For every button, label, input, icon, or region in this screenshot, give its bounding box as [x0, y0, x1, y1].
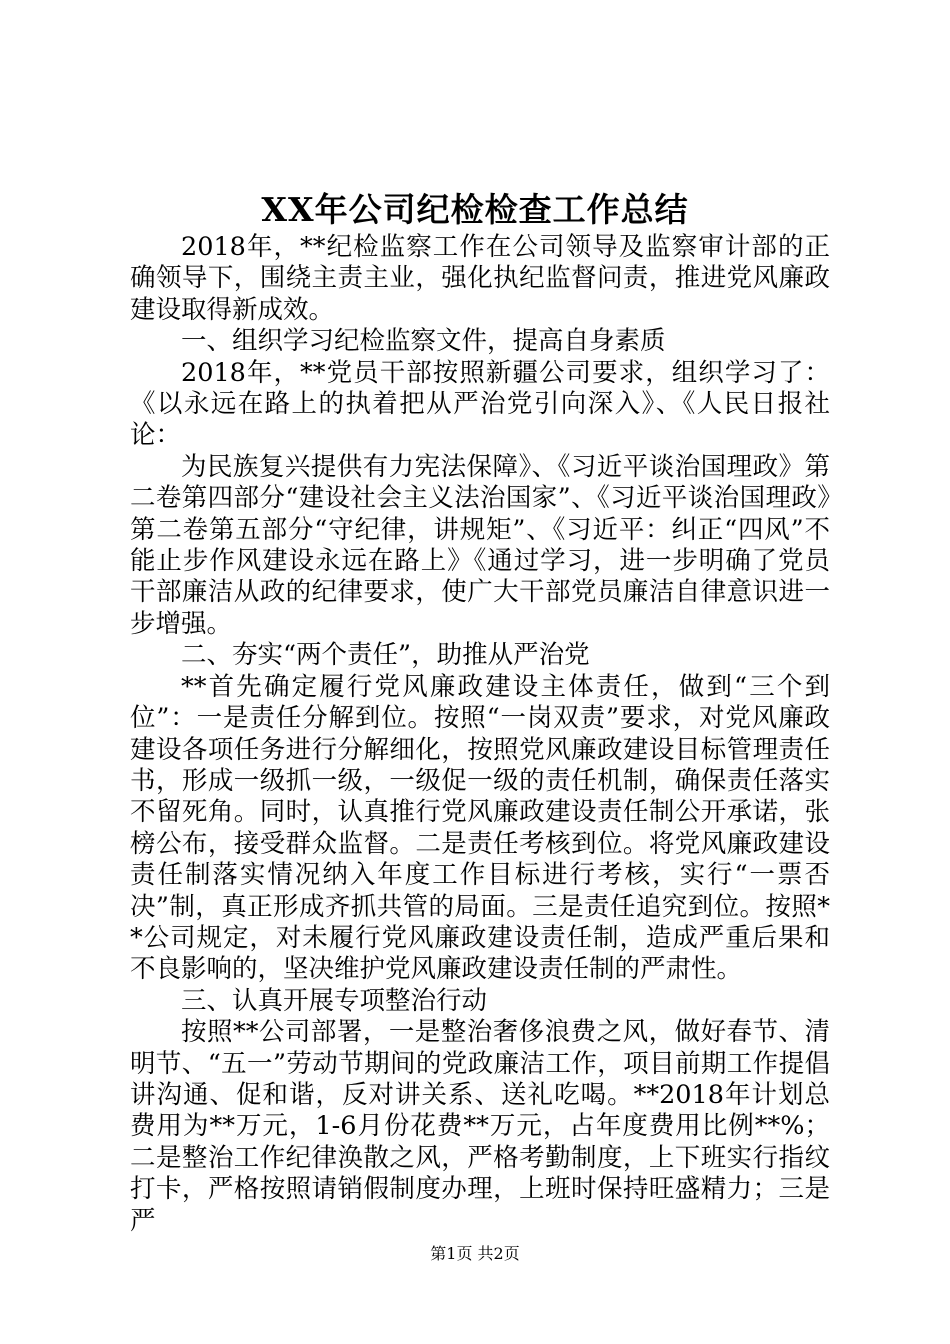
- paragraph-intro: 2018年，**纪检监察工作在公司领导及监察审计部的正确领导下，围绕主责主业，强化执纪监督问责，推进党风廉政建设取得新成效。: [130, 232, 830, 325]
- paragraph-study-continued: 为民族复兴提供有力宪法保障》、《习近平谈治国理政》第二卷第四部分“建设社会主义法治国家”、《习近平谈治国理政》第二卷第五部分“守纪律，讲规矩”、《习近平：纠正“四风”不能止步作风建设永远在路上》《通过学习，进一步明确了党员干部廉洁从政的纪律要求，使广大干部党员廉洁自律意识进一步增强。: [130, 451, 830, 639]
- section-heading-1: 一、组织学习纪检监察文件，提高自身素质: [181, 326, 666, 357]
- section-heading-3: 三、认真开展专项整治行动: [181, 985, 488, 1016]
- section-heading-2: 二、夯实“两个责任”，助推从严治党: [181, 640, 590, 671]
- document-body: [130, 232, 830, 1237]
- paragraph-rectification: 按照**公司部署，一是整治奢侈浪费之风，做好春节、清明节、“五一”劳动节期间的党政廉洁工作，项目前期工作提倡讲沟通、促和谐，反对讲关系、送礼吃喝。**2018年计划总费用为**万元，1-6月份花费**万元，占年度费用比例**%；二是整治工作纪律涣散之风，严格考勤制度，上下班实行指纹打卡，严格按照请销假制度办理，上班时保持旺盛精力；三是严: [130, 1017, 830, 1236]
- document-title: XX年公司纪检检查工作总结: [261, 190, 689, 229]
- paragraph-study: 2018年，**党员干部按照新疆公司要求，组织学习了：《以永远在路上的执着把从严治党引向深入》、《人民日报社论：: [130, 357, 830, 451]
- page-footer: 第1页 共2页: [430, 1244, 520, 1263]
- paragraph-responsibility: **首先确定履行党风廉政建设主体责任，做到“三个到位”：一是责任分解到位。按照“一岗双责”要求，对党风廉政建设各项任务进行分解细化，按照党风廉政建设目标管理责任书，形成一级抓一级，一级促一级的责任机制，确保责任落实不留死角。同时，认真推行党风廉政建设责任制公开承诺，张榜公布，接受群众监督。二是责任考核到位。将党风廉政建设责任制落实情况纳入年度工作目标进行考核，实行“一票否决”制，真正形成齐抓共管的局面。三是责任追究到位。按照**公司规定，对未履行党风廉政建设责任制，造成严重后果和不良影响的，坚决维护党风廉政建设责任制的严肃性。: [130, 671, 830, 985]
